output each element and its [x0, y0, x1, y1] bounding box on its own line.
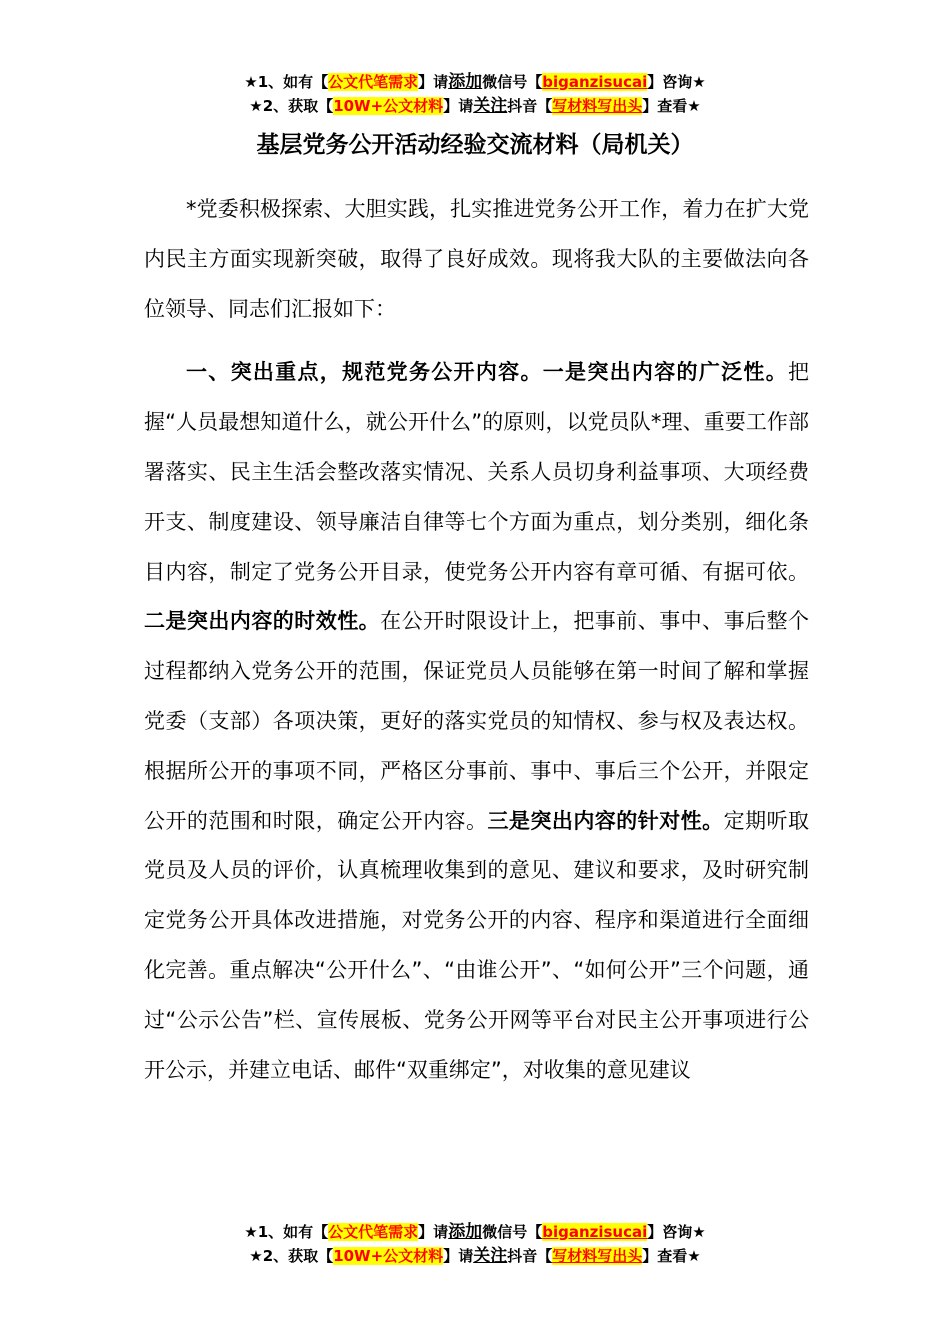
- banner-text: 2、获取【: [262, 97, 334, 115]
- douyin-id: 写材料写出头: [552, 1247, 643, 1265]
- banner-line-1: [0, 1220, 950, 1244]
- banner-line-2: [0, 1244, 950, 1268]
- body-text: 在公开时限设计上，把事前、事中、事后整个过程都纳入党务公开的范围，保证党员人员能够在第一时间了解和掌握党委（支部）各项决策，更好的落实党员的知情权、参与权及表达权。根据所公开的事项不同，严格区分事前、事中、事后三个公开，并限定公开的范围和时限，确定公开内容。: [144, 609, 810, 833]
- highlight-text: 10W+公文材料: [333, 97, 444, 115]
- star-icon: ★: [692, 1223, 706, 1241]
- body-text: 把握“人员最想知道什么，就公开什么”的原则，以党员队*理、重要工作部署落实、民主生活会整改落实情况、关系人员切身利益事项、大项经费开支、制度建设、领导廉洁自律等七个方面为重点，划分类别，细化条目内容，制定了党务公开目录，使党务公开内容有章可循、有据可依。: [144, 360, 810, 584]
- subpoint-heading: 三是突出内容的针对性。: [487, 808, 724, 833]
- intro-paragraph: *党委积极探索、大胆实践，扎实推进党务公开工作，着力在扩大党内民主方面实现新突破，取得了良好成效。现将我大队的主要做法向各位领导、同志们汇报如下：: [144, 197, 809, 321]
- star-icon: ★: [692, 73, 706, 91]
- document-body: [144, 185, 809, 1095]
- banner-text: 】请: [418, 1223, 449, 1241]
- section-paragraph: [144, 348, 809, 1095]
- star-icon: ★: [249, 97, 263, 115]
- header-banner: [0, 70, 950, 118]
- star-icon: ★: [249, 1247, 263, 1265]
- banner-text: 抖音【: [507, 97, 553, 115]
- banner-text: 微信号【: [482, 73, 543, 91]
- highlight-text: 公文代笔需求: [328, 73, 419, 91]
- banner-text: 】请: [443, 1247, 474, 1265]
- douyin-id: 写材料写出头: [552, 97, 643, 115]
- star-icon: ★: [244, 73, 258, 91]
- banner-text: 】查看: [642, 1247, 688, 1265]
- banner-text: 】咨询: [647, 73, 693, 91]
- document-title: 基层党务公开活动经验交流材料（局机关）: [256, 132, 694, 158]
- wechat-id: biganzisucai: [542, 1223, 648, 1241]
- emphasis-text: 添加: [448, 72, 483, 92]
- footer-banner: [0, 1220, 950, 1268]
- subpoint-heading: 一是突出内容的广泛性。: [542, 360, 789, 385]
- star-icon: ★: [687, 1247, 701, 1265]
- emphasis-text: 添加: [448, 1222, 483, 1242]
- emphasis-text: 关注: [473, 1246, 508, 1266]
- star-icon: ★: [244, 1223, 258, 1241]
- banner-text: 1、如有【: [257, 73, 329, 91]
- banner-line-1: [0, 70, 950, 94]
- star-icon: ★: [687, 97, 701, 115]
- highlight-text: 10W+公文材料: [333, 1247, 444, 1265]
- banner-text: 】查看: [642, 97, 688, 115]
- banner-text: 抖音【: [507, 1247, 553, 1265]
- emphasis-text: 关注: [473, 96, 508, 116]
- banner-text: 】请: [443, 97, 474, 115]
- banner-text: 微信号【: [482, 1223, 543, 1241]
- wechat-id: biganzisucai: [542, 73, 648, 91]
- banner-text: 】咨询: [647, 1223, 693, 1241]
- subpoint-heading: 二是突出内容的时效性。: [144, 609, 381, 634]
- body-text: 定期听取党员及人员的评价，认真梳理收集到的意见、建议和要求，及时研究制定党务公开具体改进措施，对党务公开的内容、程序和渠道进行全面细化完善。重点解决“公开什么”、“由谁公开”、“如何公开”三个问题，通过“公示公告”栏、宣传展板、党务公开网等平台对民主公开事项进行公开公示，并建立电话、邮件“双重绑定”，对收集的意见建议: [144, 808, 810, 1082]
- banner-text: 1、如有【: [257, 1223, 329, 1241]
- banner-line-2: [0, 94, 950, 118]
- banner-text: 】请: [418, 73, 449, 91]
- section-heading: 一、突出重点，规范党务公开内容。: [186, 360, 543, 385]
- highlight-text: 公文代笔需求: [328, 1223, 419, 1241]
- banner-text: 2、获取【: [262, 1247, 334, 1265]
